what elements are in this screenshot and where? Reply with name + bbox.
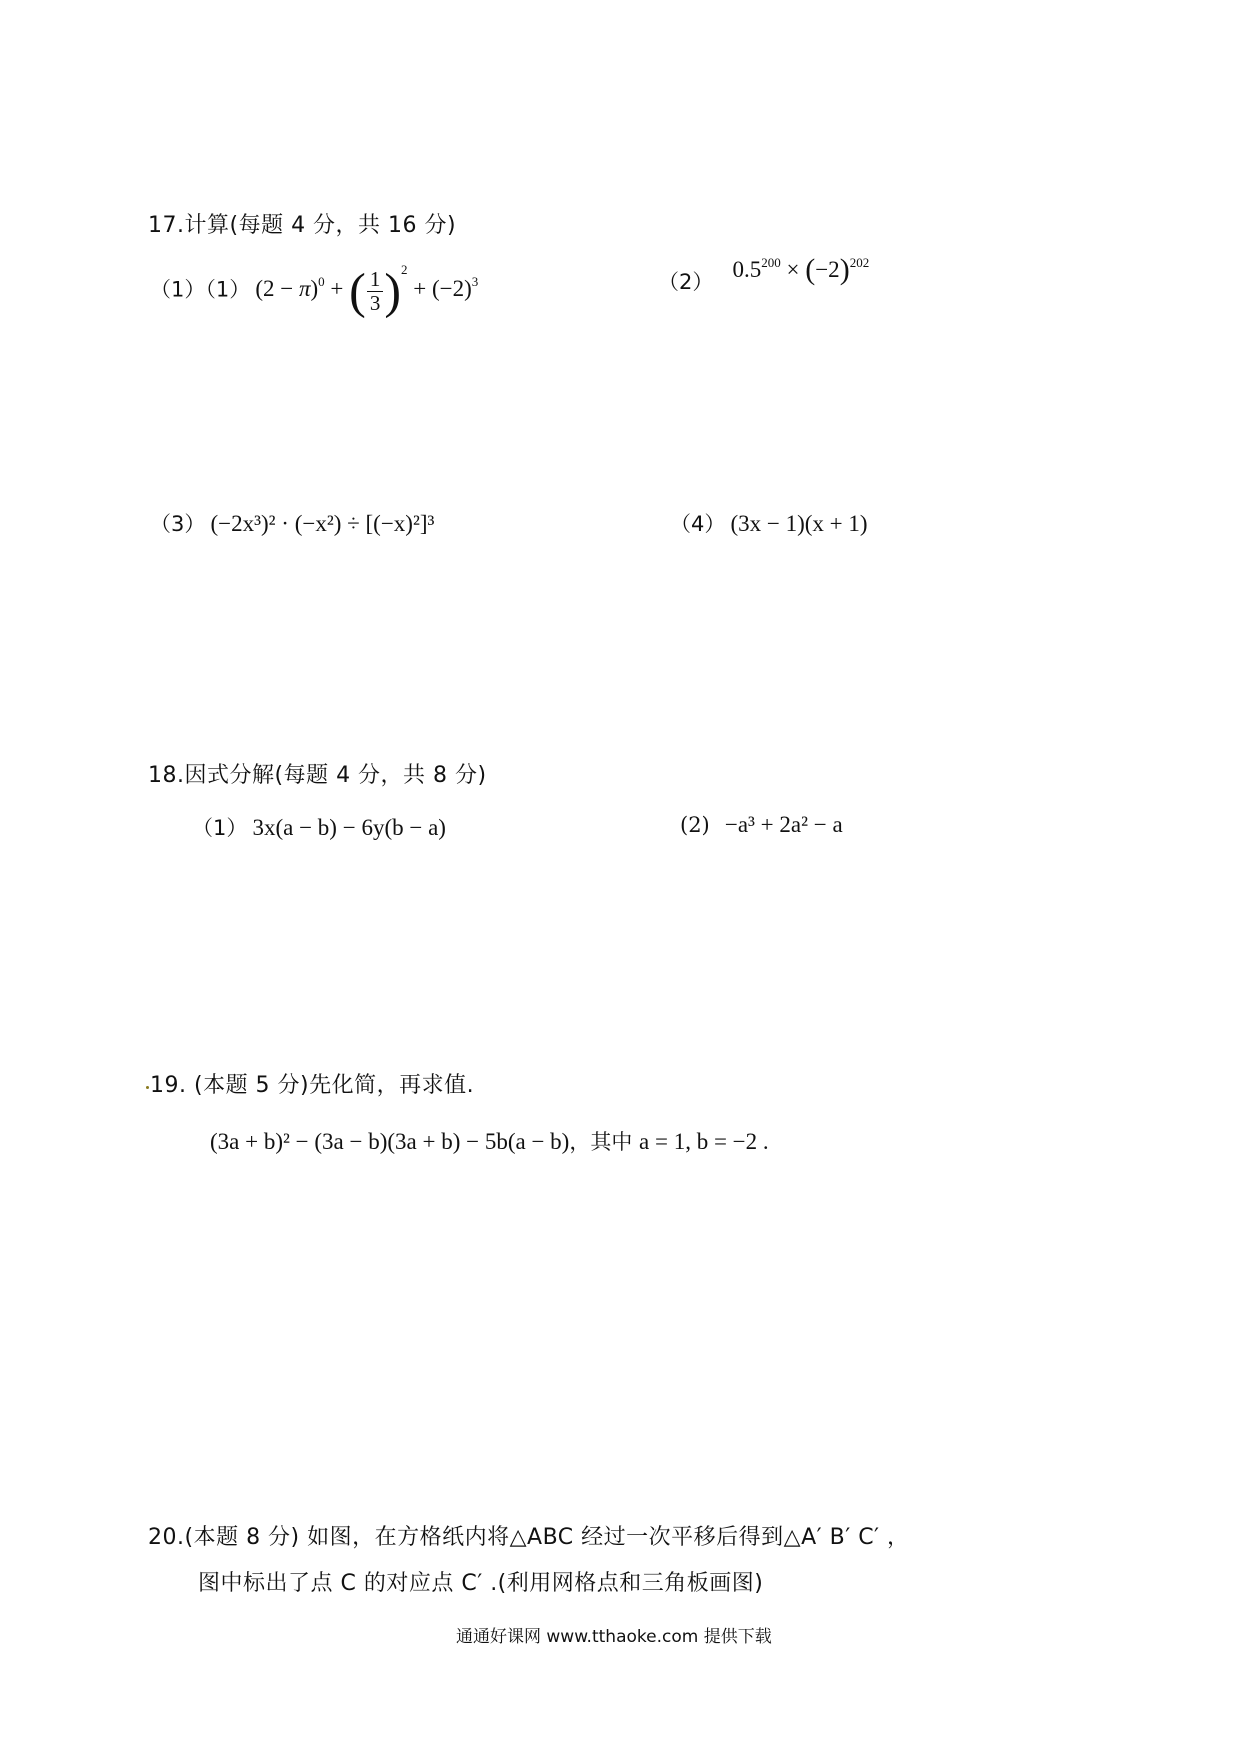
q17-p2-exp2: 202 [849,255,870,270]
q19-condition-prefix: ，其中 [569,1130,640,1154]
q19-body [210,1126,769,1156]
q19-heading: 19. (本题 5 分)先化简，再求值. [150,1073,475,1098]
q17-part4 [670,508,868,538]
q19-expr: (3a + b)² − (3a − b)(3a + b) − 5b(a − b) [210,1129,570,1154]
q17-p1-fraction [367,268,384,313]
q18-part2 [680,812,843,838]
ink-speck [146,1086,149,1089]
q17-p3-expr: (−2x³)² · (−x²) ÷ [(−x)²]³ [210,511,435,536]
q17-p2-inner: −2 [815,257,840,282]
q18-heading: 18.因式分解(每题 4 分，共 8 分) [148,763,487,788]
q17-part1 [150,262,479,319]
q17-p3-label: （3） [150,512,206,536]
q17-p1-frac-den: 3 [369,290,381,315]
q18-p1-expr: 3x(a − b) − 6y(b − a) [252,815,446,840]
q17-p1-tail: + (−2) [407,276,472,302]
q17-part3 [150,508,434,538]
q17-p1-pi: π [298,276,311,302]
q19-condition: a = 1, b = −2 . [639,1129,769,1154]
q18-p2-label: (2) [680,813,710,837]
q20-line1: 20.(本题 8 分) 如图，在方格纸内将△ABC 经过一次平移后得到△A′ B′ C′ ， [148,1525,910,1550]
q18-part1 [192,812,446,842]
page-footer: 通通好课网 www.tthaoke.com 提供下载 [456,1627,772,1647]
q17-heading: 17.计算(每题 4 分，共 16 分) [148,213,457,238]
q17-p1-frac-num: 1 [367,268,384,291]
q17-p2-base: 0.5 [732,257,762,282]
q17-p1-zero: 0 [318,274,325,290]
q17-p4-label: （4） [670,512,726,536]
q17-p4-expr: (3x − 1)(x + 1) [730,511,868,536]
q17-p1-cube: 3 [471,274,479,290]
q18-p1-label: （1） [192,816,248,840]
q17-p1-expr: $(2 - \pi)^0$ + ( $\frac{1}{3}$ )$^2 + (-2)^3$ [255,262,479,319]
q17-p2-times: × [780,257,806,282]
q17-p1-label: （1）（1） [150,277,251,302]
q17-p2-label: （2） [658,270,714,294]
q17-p1-plus: + [324,276,350,302]
q17-p1-base: (2 − [255,276,299,302]
q20-line2: 图中标出了点 C 的对应点 C′ .(利用网格点和三角板画图) [198,1571,764,1596]
q17-p2-exp1: 200 [761,255,781,270]
q17-p2-expr: $0.5^{200} \times (-2)^{202}$ [732,253,870,286]
q17-part2 [658,253,870,297]
q17-p1-square: 2 [400,262,408,278]
q18-p2-expr: −a³ + 2a² − a [724,812,843,837]
